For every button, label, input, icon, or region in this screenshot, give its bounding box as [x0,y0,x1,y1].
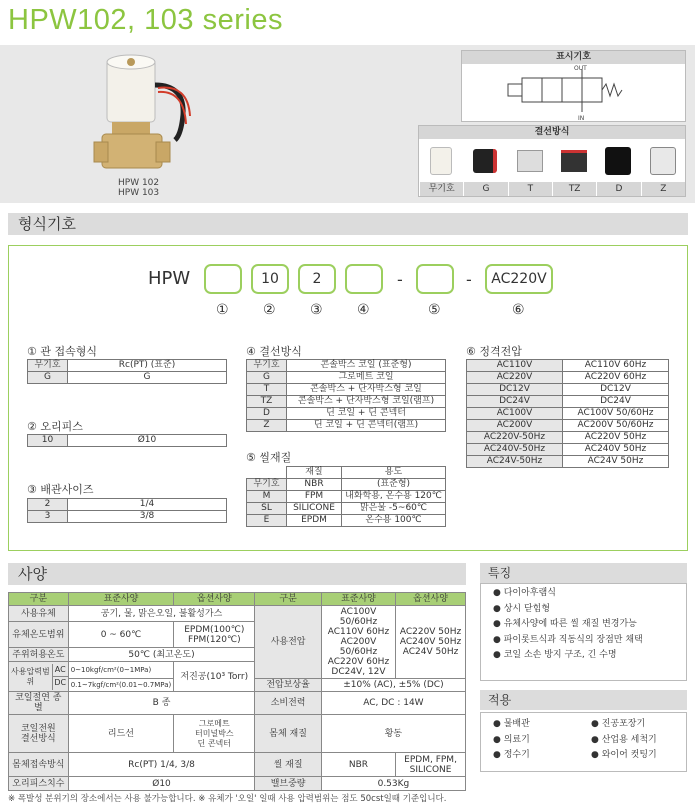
feature-text: 상시 닫힘형 [503,603,551,614]
table-cell: 내화학용, 온수용 120℃ [342,491,446,503]
application-text: 진공포장기 [601,719,646,729]
spec-value: NBR [321,753,395,777]
table-cell: 3 [28,511,68,523]
wiring-code: T [508,182,552,196]
voltage-title: ⑥ 정격전압 [466,345,522,358]
table-cell: 콘솔박스 코일 (표준형) [287,360,446,372]
table-cell: AC100V [467,408,563,420]
feature-text: 파이롯트식과 직동식의 장점만 채택 [503,634,643,645]
pressure-label: 사용압력범위 [11,666,50,686]
table-cell: 10 [28,435,68,447]
application-item: ● 물배관 [493,719,530,729]
spec-value: ±10% (AC), ±5% (DC) [321,679,465,692]
valve-symbol-icon [462,64,685,121]
table-cell: AC220V-50Hz [467,432,563,444]
spec-value: 리드선 [68,715,174,753]
table-cell: NBR [287,479,342,491]
model-section-title: 형식기호 [18,215,76,233]
spec-value: 공기, 물, 맑은오일, 불활성가스 [68,606,255,622]
table-cell: M [247,491,287,503]
table-cell: AC220V 60Hz [563,372,669,384]
table-cell: 무기호 [28,360,68,372]
spec-label: 오리피스치수 [9,777,69,791]
table-cell: AC220V [467,372,563,384]
page-title: HPW102, 103 series [8,4,283,36]
table-cell: 무기호 [247,360,287,372]
spec-col-header: 옵션사양 [396,593,466,606]
orifice-title: ② 오리피스 [27,420,83,433]
marker-6: ⑥ [512,302,525,318]
pipe-size-title: ③ 배관사이즈 [27,483,94,496]
table-cell: AC100V 50/60Hz [563,408,669,420]
spec-value: AC220V 50Hz AC240V 50Hz AC24V 50Hz [396,606,466,679]
application-item: ● 진공포장기 [591,719,646,729]
coil-grommet-icon [473,149,497,173]
feature-text: 다이아후램식 [503,588,556,598]
code-box-6: AC220V [485,264,553,294]
wiring-panel [418,125,686,197]
spec-value: Ø10 [68,777,255,791]
table-cell: G [28,372,68,384]
code-box-3: 2 [298,264,336,294]
table-cell [247,467,287,479]
applications-header: 적용 [480,690,687,710]
application-text: 물배관 [503,719,530,729]
spec-value: 0.1~7kgf/cm²(0.01~0.7MPa) [68,679,174,692]
table-cell: TZ [247,396,287,408]
feature-item: ● 코일 소손 방지 구조, 긴 수명 [493,650,617,660]
table-cell: DC12V [467,384,563,396]
table-cell: 콘솔박스 + 단자박스형 코일(램프) [287,396,446,408]
table-cell: DC12V [563,384,669,396]
table-cell: AC240V-50Hz [467,444,563,456]
code-box-1 [204,264,242,294]
symbol-header: 표시기호 [462,51,685,64]
model-caption-1: HPW 102 [118,178,160,188]
spec-label: 유체온도범위 [9,622,69,648]
features-header: 특징 [480,563,687,583]
table-cell: Ø10 [68,435,227,447]
table-cell: 무기호 [247,479,287,491]
table-cell: AC220V 50Hz [563,432,669,444]
spec-value: B 종 [68,692,255,715]
feature-item: ● 상시 닫힘형 [493,603,551,614]
wiring-method-table [246,359,446,432]
code-box-4 [345,264,383,294]
features-list [480,583,687,681]
spec-value: 0 ~ 60℃ [68,622,174,648]
spec-label: 전압보상율 [255,679,322,692]
coil-standard-icon [430,147,452,175]
table-cell: Z [247,420,287,432]
seal-title: ⑤ 씰재질 [246,451,292,464]
marker-3: ③ [310,302,323,318]
valve-image [92,50,232,180]
spec-col-header: 구분 [255,593,322,606]
spec-value: EPDM(100℃) FPM(120℃) [174,622,255,648]
spec-label: 몸체 재질 [255,715,322,753]
spec-table [8,592,466,791]
table-cell: AC200V [467,420,563,432]
symbol-panel [461,50,686,122]
table-cell: SILICONE [287,503,342,515]
table-cell: FPM [287,491,342,503]
wiring-images [419,139,685,182]
wiring-code: G [463,182,507,196]
orifice-table [27,434,227,447]
spec-label: 소비전력 [255,692,322,715]
table-cell: AC240V 50Hz [563,444,669,456]
spec-value: EPDM, FPM, SILICONE [396,753,466,777]
wiring-code: D [596,182,640,196]
table-cell: AC24V-50Hz [467,456,563,468]
application-item: ● 정수기 [493,750,530,760]
feature-item: ● 유체사양에 따른 씰 재질 변경가능 [493,619,637,629]
table-cell: SL [247,503,287,515]
spec-value: 그로메트 터미널박스 딘 콘넥터 [174,715,255,753]
coil-terminal-icon [517,150,543,172]
table-cell: AC110V [467,360,563,372]
in-label: IN [578,115,585,121]
spec-section-title: 사양 [18,565,47,583]
table-cell: G [247,372,287,384]
application-text: 정수기 [503,750,530,760]
spec-label: 코일전원 결선방식 [9,715,69,753]
spec-label: 사용전압 [255,606,322,679]
table-cell: DC24V [563,396,669,408]
table-cell: AC110V 60Hz [563,360,669,372]
spec-label: 밸브중량 [255,777,322,791]
spec-col-header: 옵션사양 [174,593,255,606]
table-cell: (표준형) [342,479,446,491]
application-item: ● 와이어 컷팅기 [591,750,657,760]
spec-value: 0~10kgf/cm²(0~1MPa) [68,662,174,679]
pressure-ac: AC [53,664,68,678]
spec-col-header: 표준사양 [321,593,395,606]
wiring-code: TZ [552,182,596,196]
table-cell: D [247,408,287,420]
coil-terminal-lamp-icon [561,150,587,172]
connection-table [27,359,227,384]
model-caption-2: HPW 103 [118,188,160,198]
table-cell: Rc(PT) (표준) [68,360,227,372]
table-cell: 용도 [342,467,446,479]
wiring-header: 결선방식 [419,126,685,139]
spec-value: Rc(PT) 1/4, 3/8 [68,753,255,777]
coil-din-lamp-icon [650,147,676,175]
out-label: OUT [574,65,587,72]
spec-label: 주위허용온도 [9,648,69,662]
table-cell: 2 [28,499,68,511]
spec-label: 사용유체 [9,606,69,622]
code-box-2: 10 [251,264,289,294]
dash: - [466,270,472,289]
connection-title: ① 관 접속형식 [27,345,97,358]
spec-col-header: 구분 [9,593,69,606]
table-cell: 딘 코일 + 딘 콘넥터(램프) [287,420,446,432]
spec-value: 50℃ (최고온도) [68,648,255,662]
model-prefix: HPW [148,268,191,289]
table-cell: DC24V [467,396,563,408]
feature-item: ● 다이아후램식 [493,588,556,598]
marker-5: ⑤ [428,302,441,318]
application-text: 의료기 [503,734,530,745]
feature-text: 코일 소손 방지 구조, 긴 수명 [503,650,617,660]
table-cell: EPDM [287,515,342,527]
table-cell: 그로메트 코일 [287,372,446,384]
marker-2: ② [263,302,276,318]
dash: - [397,270,403,289]
pressure-dc: DC [54,678,67,687]
table-cell: AC24V 50Hz [563,456,669,468]
application-text: 산업용 세척기 [601,734,657,745]
wiring-code: Z [641,182,685,196]
spec-label: 씰 재질 [255,753,322,777]
feature-text: 유체사양에 따른 씰 재질 변경가능 [503,619,637,629]
spec-col-header: 표준사양 [68,593,174,606]
wiring-method-title: ④ 결선방식 [246,345,302,358]
spec-label: 몸체접속방식 [9,753,69,777]
pipe-size-table [27,498,227,523]
table-cell: AC200V 50/60Hz [563,420,669,432]
footnote: ※ 폭발성 분위기의 장소에서는 사용 불가능합니다. ※ 유체가 '오일' 일때 사용 압력범위는 점도 50cst일때 기준입니다. [8,794,447,804]
code-box-5 [416,264,454,294]
table-cell: 재질 [287,467,342,479]
application-text: 와이어 컷팅기 [601,750,657,760]
table-cell: 딘 코일 + 딘 콘넥터 [287,408,446,420]
spec-label [9,662,69,692]
spec-label: 코일절연 종별 [9,692,69,715]
marker-4: ④ [357,302,370,318]
voltage-table [466,359,669,468]
application-item: ● 의료기 [493,734,530,745]
table-cell: T [247,384,287,396]
spec-value: AC, DC : 14W [321,692,465,715]
spec-value: 저진공(10³ Torr) [174,662,255,692]
table-cell: 1/4 [68,499,227,511]
spec-value: AC100V 50/60Hz AC110V 60Hz AC200V 50/60Hz AC220V 60Hz DC24V, 12V [321,606,395,679]
coil-din-icon [605,147,631,175]
seal-table [246,466,446,527]
model-section-header [8,213,688,235]
application-item: ● 산업용 세척기 [591,734,657,745]
spec-value: 0.53Kg [321,777,465,791]
pressure-type-cells [52,664,68,690]
marker-1: ① [216,302,229,318]
spec-section-header [8,563,466,585]
table-cell: G [68,372,227,384]
spec-value: 황동 [321,715,465,753]
table-cell: 3/8 [68,511,227,523]
wiring-code-default: 무기호 [419,182,463,196]
table-cell: E [247,515,287,527]
table-cell: 온수용 100℃ [342,515,446,527]
table-cell: 콘솔박스 + 단자박스형 코일 [287,384,446,396]
feature-item: ● 파이롯트식과 직동식의 장점만 채택 [493,634,643,645]
wiring-codes-row [419,182,685,196]
applications-list [480,712,687,772]
table-cell: 맑은물 -5~60℃ [342,503,446,515]
